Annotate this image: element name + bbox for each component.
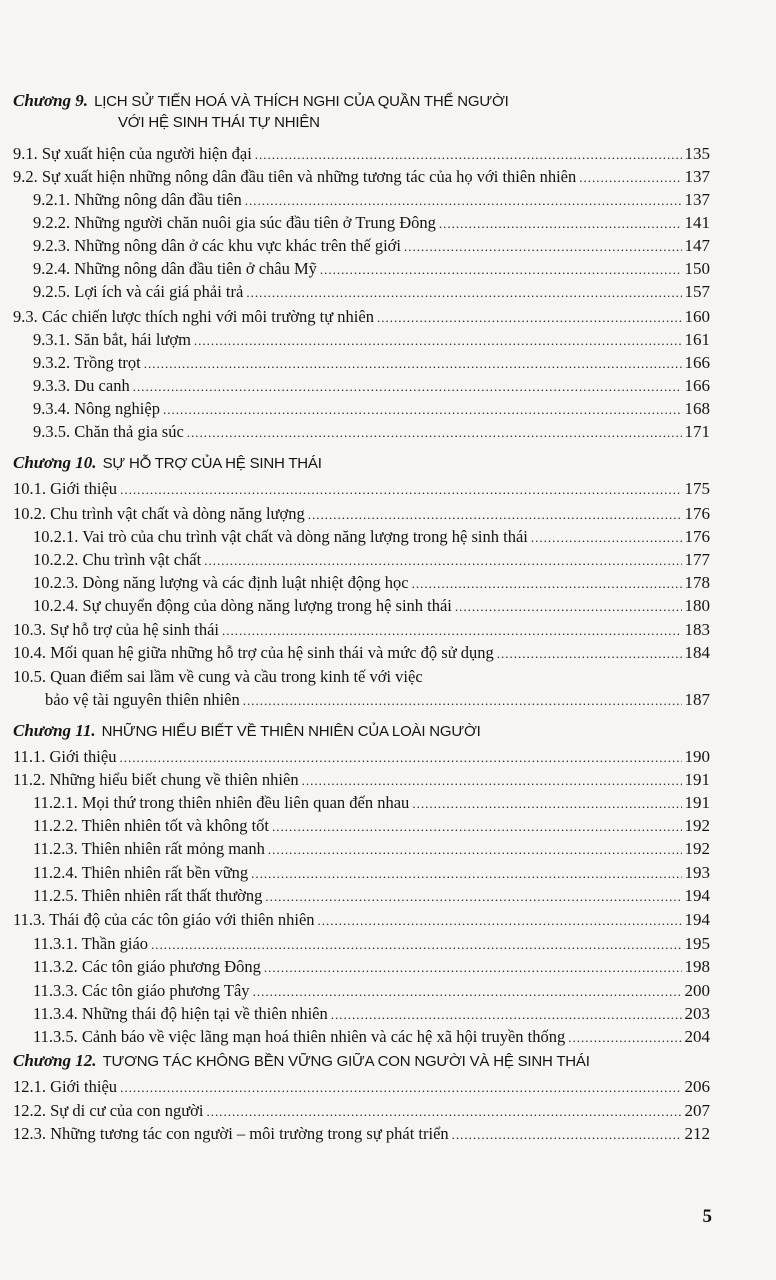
dot-leader <box>455 596 682 618</box>
toc-page-number: 195 <box>684 934 710 953</box>
toc-page-number: 190 <box>684 747 710 766</box>
toc-subsection <box>33 956 710 979</box>
dot-leader <box>246 282 681 304</box>
toc-page-number: 184 <box>684 643 710 662</box>
toc-subsection <box>33 398 710 421</box>
dot-leader <box>268 839 682 861</box>
dot-leader <box>194 330 682 352</box>
dot-leader <box>253 981 682 1003</box>
toc-page-number: 178 <box>684 573 710 592</box>
toc-section <box>13 1123 710 1146</box>
chapter-number: Chương 12. <box>13 1051 97 1070</box>
toc-entry-title: 11.3.3. Các tôn giáo phương Tây <box>33 981 250 1000</box>
toc-entry-title: 9.2. Sự xuất hiện những nông dân đầu tiên và những tương tác của họ với thiên nhiên <box>13 167 577 186</box>
dot-leader <box>579 167 681 189</box>
toc-subsection <box>33 572 710 595</box>
chapter-title: LỊCH SỬ TIẾN HOÁ VÀ THÍCH NGHI CỦA QUẦN THỂ NGƯỜI <box>94 93 509 110</box>
chapter-number: Chương 10. <box>13 453 97 472</box>
toc-page-number: 191 <box>684 793 710 812</box>
toc-page-number: 192 <box>684 816 710 835</box>
dot-leader <box>265 886 681 908</box>
dot-leader <box>272 816 681 838</box>
toc-entry-title: 10.2.2. Chu trình vật chất <box>33 550 202 569</box>
toc-entry-title: 9.2.4. Những nông dân đầu tiên ở châu Mỹ <box>33 259 317 278</box>
toc-subsection <box>33 933 710 956</box>
toc-page-number: 176 <box>684 527 710 546</box>
toc-entry-title: 11.2.2. Thiên nhiên tốt và không tốt <box>33 816 270 835</box>
dot-leader <box>568 1027 681 1049</box>
toc-page-number: 135 <box>684 144 710 163</box>
toc-section <box>13 478 710 501</box>
toc-page-number: 193 <box>684 863 710 882</box>
dot-leader <box>377 307 682 329</box>
dot-leader <box>308 504 682 526</box>
dot-leader <box>404 236 682 258</box>
toc-subsection <box>33 792 710 815</box>
toc-page-number: 200 <box>684 981 710 1000</box>
toc-entry-title: 11.3.4. Những thái độ hiện tại về thiên nhiên <box>33 1004 328 1023</box>
toc-entry-title: 10.5. Quan điểm sai lầm về cung và cầu trong kinh tế với việc <box>13 667 423 686</box>
toc-entry-title: 10.1. Giới thiệu <box>13 479 118 498</box>
dot-leader <box>243 690 682 712</box>
chapter-heading <box>13 90 509 113</box>
toc-subsection <box>33 235 710 258</box>
dot-leader <box>531 527 682 549</box>
dot-leader <box>318 910 682 932</box>
chapter-title-continued <box>118 112 320 134</box>
toc-entry-title: 10.2.1. Vai trò của chu trình vật chất và dòng năng lượng trong hệ sinh thái <box>33 527 528 546</box>
toc-subsection <box>33 526 710 549</box>
dot-leader <box>264 957 682 979</box>
toc-entry-title: 9.1. Sự xuất hiện của người hiện đại <box>13 144 252 163</box>
toc-section <box>45 689 710 712</box>
dot-leader <box>412 573 682 595</box>
dot-leader <box>245 190 682 212</box>
toc-subsection <box>33 862 710 885</box>
toc-entry-title: 10.2. Chu trình vật chất và dòng năng lượng <box>13 504 305 523</box>
toc-entry-title: 10.4. Mối quan hệ giữa những hỗ trợ của hệ sinh thái và mức độ sử dụng <box>13 643 494 662</box>
toc-page-number: 192 <box>684 839 710 858</box>
toc-page-number: 203 <box>684 1004 710 1023</box>
toc-subsection <box>33 281 710 304</box>
toc-page-number: 212 <box>684 1124 710 1143</box>
toc-entry-title: 9.2.3. Những nông dân ở các khu vực khác trên thế giới <box>33 236 401 255</box>
toc-entry-title: 12.1. Giới thiệu <box>13 1077 118 1096</box>
toc-section <box>13 1076 710 1099</box>
dot-leader <box>120 479 681 501</box>
toc-section <box>13 306 710 329</box>
dot-leader <box>251 863 681 885</box>
toc-entry-title: 9.2.1. Những nông dân đầu tiên <box>33 190 242 209</box>
dot-leader <box>439 213 682 235</box>
toc-page-number: 187 <box>684 690 710 709</box>
toc-page-number: 141 <box>684 213 710 232</box>
toc-entry-title: 11.3.1. Thần giáo <box>33 934 149 953</box>
toc-entry-title: 9.3.1. Săn bắt, hái lượm <box>33 330 191 349</box>
toc-subsection <box>33 815 710 838</box>
toc-entry-title: 11.2.1. Mọi thứ trong thiên nhiên đều liên quan đến nhau <box>33 793 410 812</box>
dot-leader <box>222 620 681 642</box>
toc-section <box>13 166 710 189</box>
toc-page-number: 191 <box>684 770 710 789</box>
toc-page-number: 176 <box>684 504 710 523</box>
dot-leader <box>302 770 682 792</box>
toc-section <box>13 746 710 769</box>
toc-subsection <box>33 375 710 398</box>
toc-page-number: 171 <box>684 422 710 441</box>
dot-leader <box>163 399 682 421</box>
toc-page-number: 207 <box>684 1101 710 1120</box>
toc-subsection <box>33 212 710 235</box>
dot-leader <box>119 747 681 769</box>
toc-page-number: 137 <box>684 167 710 186</box>
toc-subsection <box>33 421 710 444</box>
toc-subsection <box>33 1003 710 1026</box>
dot-leader <box>151 934 681 956</box>
chapter-title: SỰ HỖ TRỢ CỦA HỆ SINH THÁI <box>102 455 322 472</box>
toc-section <box>13 909 710 932</box>
toc-entry-title: 9.2.2. Những người chăn nuôi gia súc đầu tiên ở Trung Đông <box>33 213 436 232</box>
toc-entry-title: 9.3.3. Du canh <box>33 376 130 395</box>
toc-page-number: 157 <box>684 282 710 301</box>
toc-page-number: 175 <box>684 479 710 498</box>
toc-page-number: 194 <box>684 886 710 905</box>
toc-page-number: 204 <box>684 1027 710 1046</box>
dot-leader <box>331 1004 682 1026</box>
toc-entry-title: 11.1. Giới thiệu <box>13 747 117 766</box>
toc-subsection <box>33 352 710 375</box>
chapter-title: TƯƠNG TÁC KHÔNG BỀN VỮNG GIỮA CON NGƯỜI VÀ HỆ SINH THÁI <box>102 1053 590 1070</box>
dot-leader <box>497 643 682 665</box>
toc-entry-title: 9.2.5. Lợi ích và cái giá phải trả <box>33 282 244 301</box>
toc-page-number: 168 <box>684 399 710 418</box>
toc-page-number: 180 <box>684 596 710 615</box>
chapter-number: Chương 9. <box>13 91 89 110</box>
toc-section <box>13 143 710 166</box>
toc-subsection <box>33 980 710 1003</box>
toc-entry-title: 11.2.5. Thiên nhiên rất thất thường <box>33 886 263 905</box>
toc-entry-title: 10.2.4. Sự chuyển động của dòng năng lượng trong hệ sinh thái <box>33 596 452 615</box>
dot-leader <box>206 1101 681 1123</box>
toc-page-number: 166 <box>684 353 710 372</box>
dot-leader <box>452 1124 682 1146</box>
toc-entry-title: 11.2. Những hiểu biết chung về thiên nhiên <box>13 770 299 789</box>
dot-leader <box>133 376 682 398</box>
dot-leader <box>187 422 682 444</box>
dot-leader <box>412 793 681 815</box>
toc-entry-title: 11.3.5. Cảnh báo về việc lãng mạn hoá thiên nhiên và các hệ xã hội truyền thống <box>33 1027 566 1046</box>
toc-section <box>13 619 710 642</box>
toc-subsection <box>33 838 710 861</box>
toc-entry-title: 11.3.2. Các tôn giáo phương Đông <box>33 957 261 976</box>
toc-entry-title: 9.3.4. Nông nghiệp <box>33 399 160 418</box>
toc-page-number: 137 <box>684 190 710 209</box>
toc-subsection <box>33 258 710 281</box>
chapter-number: Chương 11. <box>13 721 96 740</box>
toc-page-number: 160 <box>684 307 710 326</box>
chapter-title: VỚI HỆ SINH THÁI TỰ NHIÊN <box>118 114 320 131</box>
toc-page-number: 150 <box>684 259 710 278</box>
page-number: 5 <box>702 1206 712 1227</box>
toc-subsection <box>33 885 710 908</box>
dot-leader <box>120 1077 681 1099</box>
toc-page-number: 177 <box>684 550 710 569</box>
toc-page-number: 206 <box>684 1077 710 1096</box>
toc-entry-title: 11.2.3. Thiên nhiên rất mỏng manh <box>33 839 265 858</box>
toc-section <box>13 769 710 792</box>
toc-entry-title: 9.3.5. Chăn thả gia súc <box>33 422 184 441</box>
toc-entry-title: 9.3.2. Trồng trọt <box>33 353 141 372</box>
toc-section <box>13 666 710 688</box>
toc-section <box>13 503 710 526</box>
toc-entry-title: 9.3. Các chiến lược thích nghi với môi trường tự nhiên <box>13 307 374 326</box>
toc-subsection <box>33 329 710 352</box>
dot-leader <box>144 353 682 375</box>
toc-subsection <box>33 189 710 212</box>
toc-subsection <box>33 595 710 618</box>
toc-page-number: 166 <box>684 376 710 395</box>
toc-entry-title: 10.3. Sự hỗ trợ của hệ sinh thái <box>13 620 220 639</box>
toc-entry-title: 12.3. Những tương tác con người – môi trường trong sự phát triển <box>13 1124 449 1143</box>
toc-entry-title: 10.2.3. Dòng năng lượng và các định luật nhiệt động học <box>33 573 409 592</box>
toc-page-number: 194 <box>684 910 710 929</box>
toc-subsection <box>33 1026 710 1049</box>
dot-leader <box>204 550 681 572</box>
chapter-heading <box>13 452 322 475</box>
toc-entry-title: bảo vệ tài nguyên thiên nhiên <box>45 690 240 709</box>
dot-leader <box>320 259 682 281</box>
toc-page-number: 198 <box>684 957 710 976</box>
dot-leader <box>255 144 682 166</box>
toc-section <box>13 1100 710 1123</box>
toc-section <box>13 642 710 665</box>
toc-page-number: 183 <box>684 620 710 639</box>
toc-entry-title: 11.3. Thái độ của các tôn giáo với thiên nhiên <box>13 910 315 929</box>
toc-subsection <box>33 549 710 572</box>
toc-entry-title: 12.2. Sự di cư của con người <box>13 1101 204 1120</box>
chapter-title: NHỮNG HIỂU BIẾT VỀ THIÊN NHIÊN CỦA LOÀI NGƯỜI <box>101 723 481 740</box>
toc-page-number: 161 <box>684 330 710 349</box>
chapter-heading <box>13 1050 590 1073</box>
toc-page-number: 147 <box>684 236 710 255</box>
toc-entry-title: 11.2.4. Thiên nhiên rất bền vững <box>33 863 249 882</box>
chapter-heading <box>13 720 481 743</box>
